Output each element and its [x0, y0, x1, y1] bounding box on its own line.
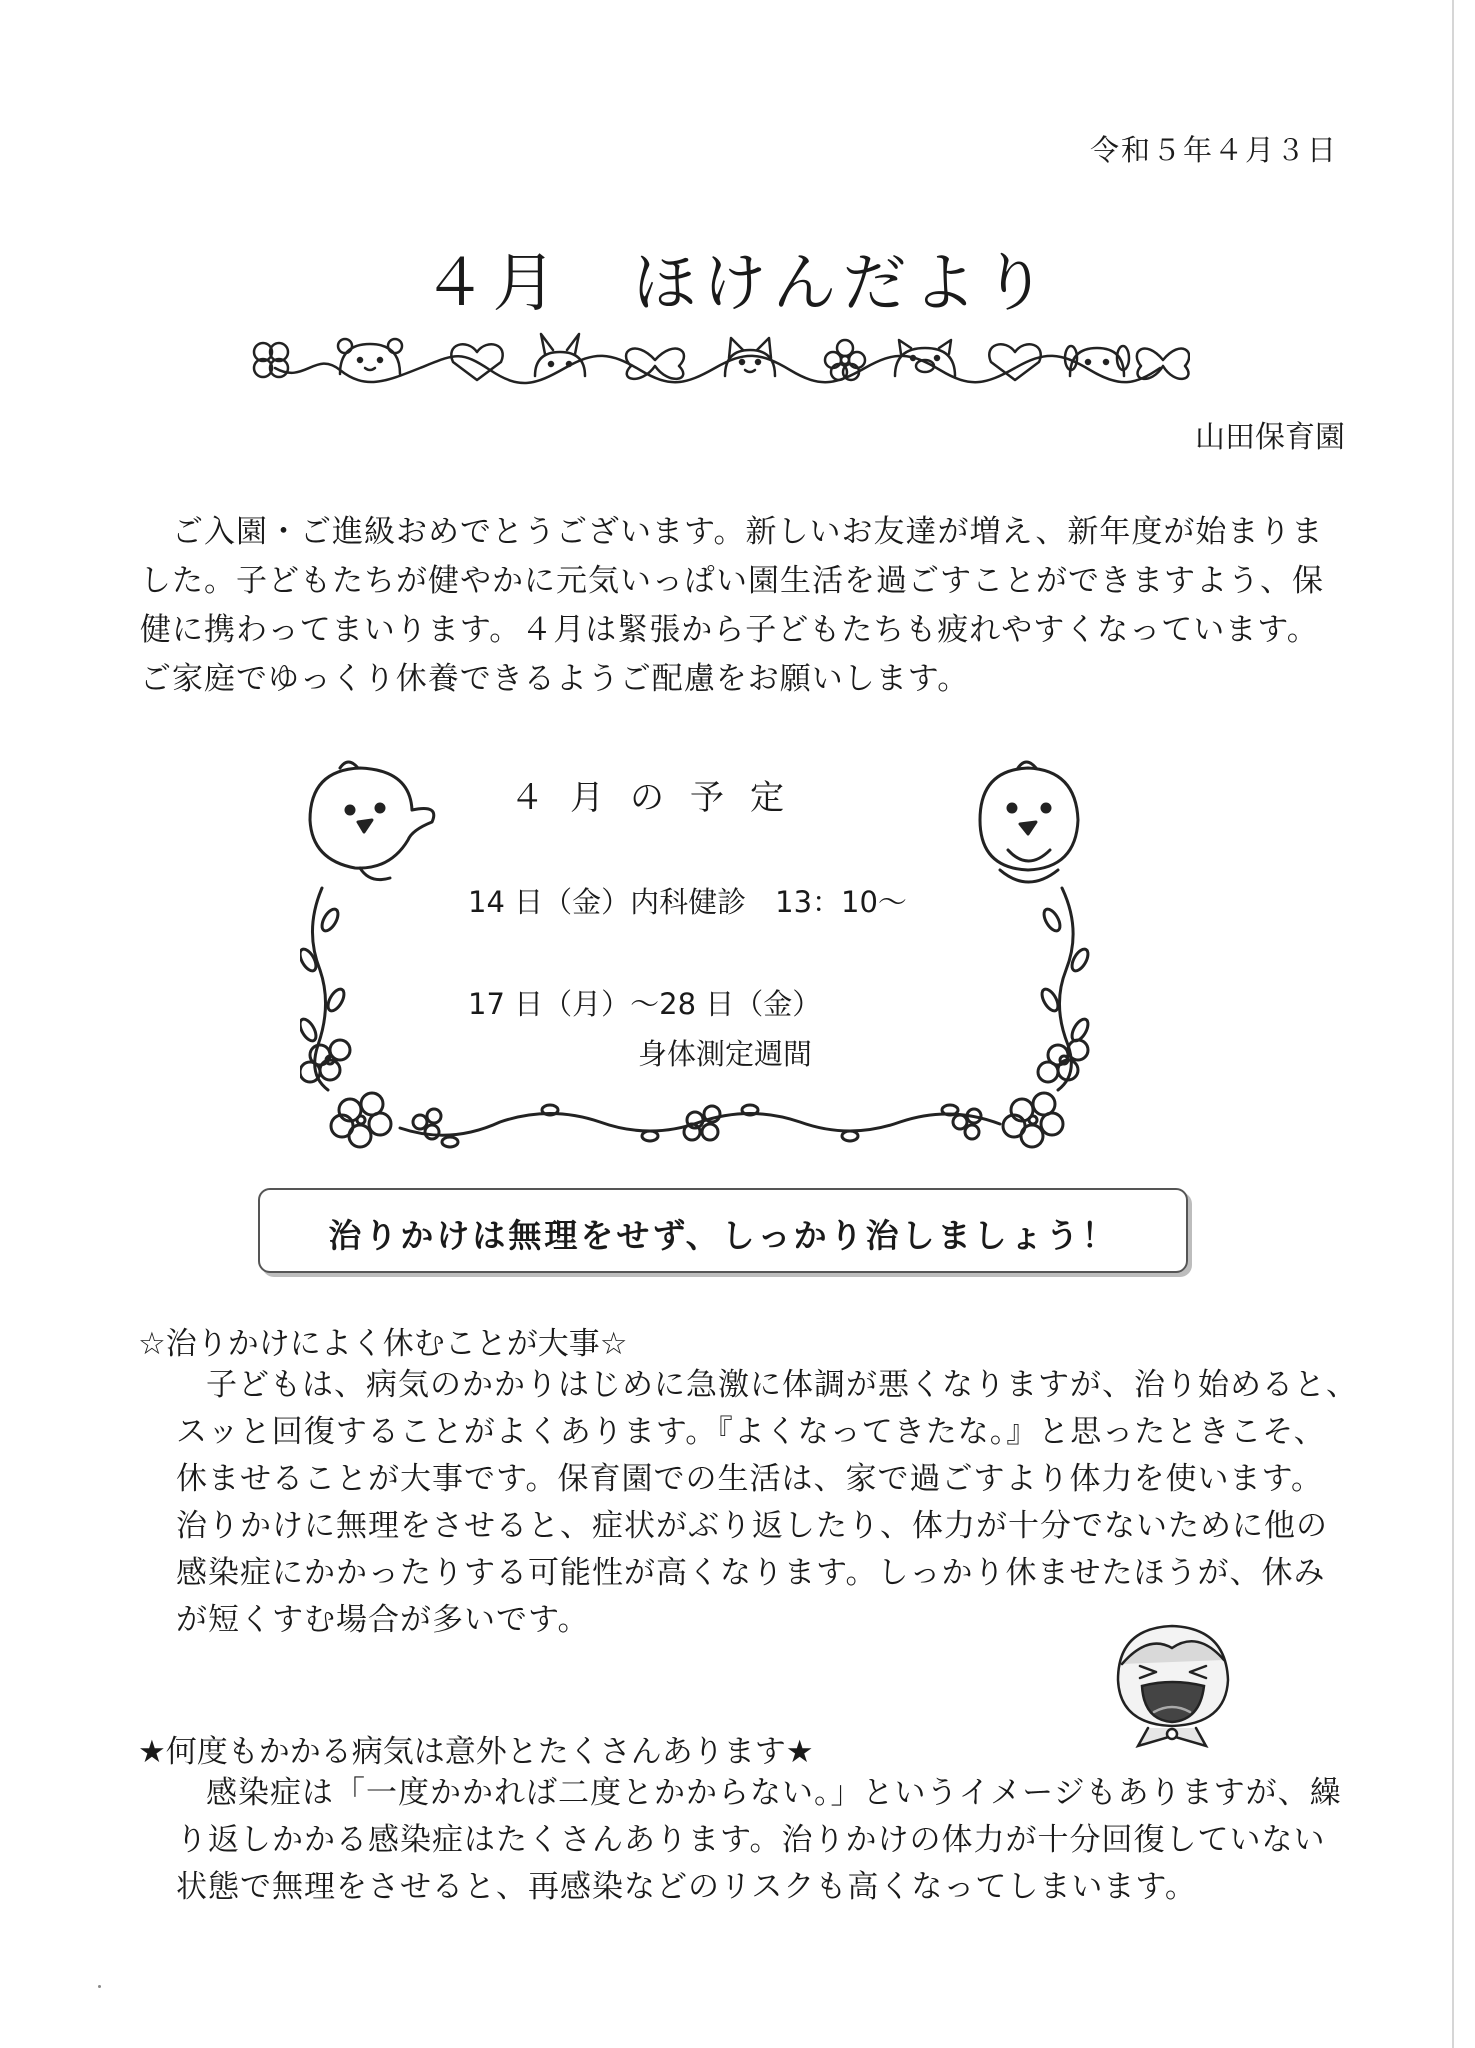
body-line: 治りかけに無理をさせると、症状がぶり返したり、体力が十分でないために他の: [176, 1508, 1328, 1544]
butterfly-icon: [626, 349, 684, 379]
chick-right-icon: [980, 762, 1078, 882]
intro-line: した。子どもたちが健やかに元気いっぱい園生活を過ごすことができますよう、保: [140, 563, 1324, 599]
flower-icon: [825, 340, 865, 380]
body-line: 状態で無理をさせると、再感染などのリスクも高くなってしまいます。: [176, 1869, 1197, 1905]
flower-icon: [1038, 1040, 1088, 1082]
schedule-item-checkup: 14 日（金）内科健診 13：10～: [468, 885, 907, 919]
issue-date: 令和５年４月３日: [1090, 133, 1339, 167]
newsletter-title: ４月 ほけんだより: [422, 247, 1053, 321]
animal-garland-decoration: [245, 330, 1190, 390]
butterfly-icon: [1137, 349, 1189, 379]
section-heading-rest: ☆治りかけによく休むことが大事☆: [138, 1326, 628, 1362]
body-line: 子どもは、病気のかかりはじめに急激に体調が悪くなりますが、治り始めると、: [206, 1367, 1358, 1403]
body-line: スッと回復することがよくあります。『よくなってきたな。』と思ったときこそ、: [176, 1414, 1326, 1450]
crying-child-illustration: [1108, 1620, 1238, 1750]
section-body-rest: [176, 1362, 1386, 1644]
heart-icon: [989, 344, 1040, 380]
flower-icon: [1003, 1093, 1063, 1147]
scan-speck: [98, 1985, 101, 1988]
bear-face-icon: [338, 339, 402, 374]
flower-icon: [331, 1093, 391, 1147]
intro-line: ご入園・ご進級おめでとうございます。新しいお友達が増え、新年度が始まりま: [172, 514, 1324, 550]
organization-name: 山田保育園: [1195, 420, 1345, 455]
callout-text: 治りかけは無理をせず、しっかり治しましょう！: [328, 1216, 1118, 1255]
schedule-item-measurement-label: 身体測定週間: [638, 1037, 813, 1071]
vine-bottom-icon: [400, 1105, 1000, 1147]
flower-icon: [300, 1040, 350, 1082]
body-line: 感染症は「一度かかれば二度とかからない。」というイメージもありますが、繰: [206, 1775, 1342, 1811]
body-line: が短くすむ場合が多いです。: [176, 1602, 590, 1638]
intro-line: ご家庭でゆっくり休養できるようご配慮をお願いします。: [140, 661, 970, 697]
section-heading-recurring: ★何度もかかる病気は意外とたくさんあります★: [138, 1734, 814, 1770]
chick-left-icon: [310, 762, 434, 880]
schedule-item-measurement-dates: 17 日（月）～28 日（金）: [468, 987, 822, 1021]
pig-face-icon: [895, 340, 955, 376]
body-line: 休ませることが大事です。保育園での生活は、家で過ごすより体力を使います。: [176, 1461, 1324, 1497]
schedule-title: ４月の予定: [510, 778, 810, 818]
intro-line: 健に携わってまいります。４月は緊張から子どもたちも疲れやすくなっています。: [140, 612, 1319, 648]
schedule-frame-decoration: [300, 760, 1090, 1160]
intro-paragraph: [140, 508, 1380, 704]
body-line: 感染症にかかったりする可能性が高くなります。しっかり休ませたほうが、休み: [176, 1555, 1326, 1591]
section-body-recurring: [176, 1770, 1386, 1911]
body-line: り返しかかる感染症はたくさんあります。治りかけの体力が十分回復していない: [176, 1822, 1326, 1858]
